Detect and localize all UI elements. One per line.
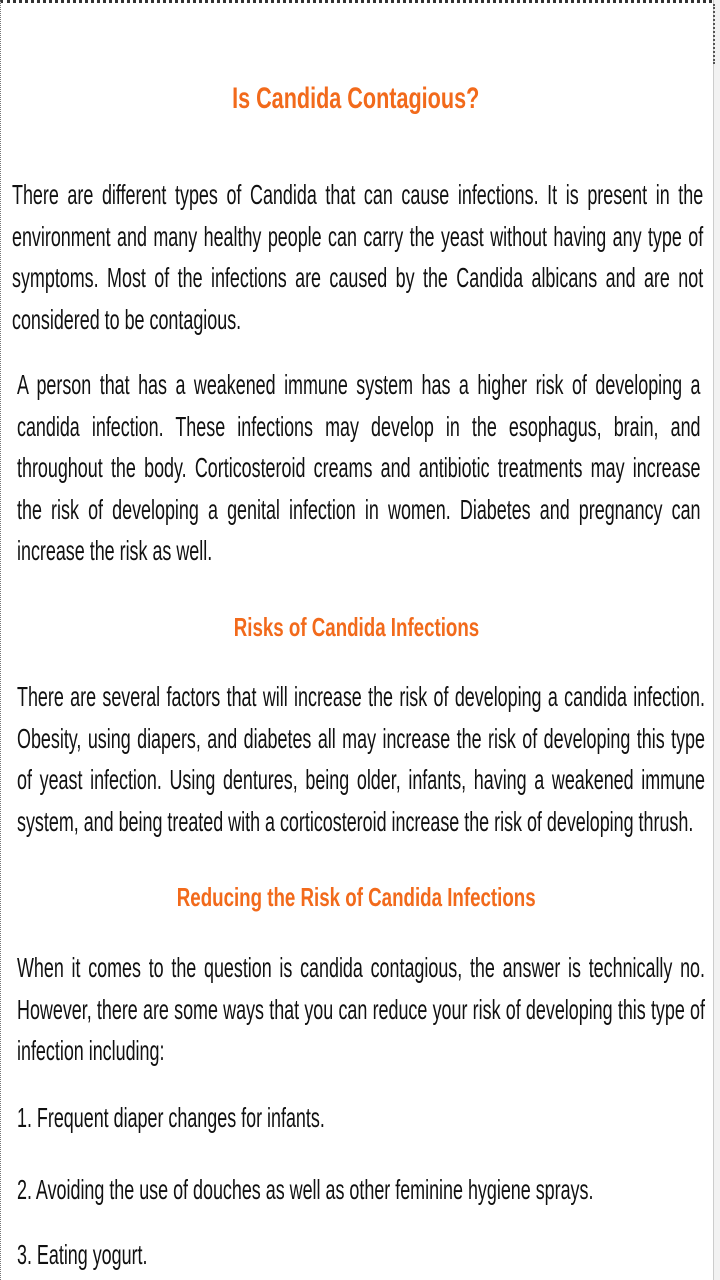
heading-risks-text: Risks of Candida Infections [233, 612, 479, 642]
page-title [0, 82, 712, 116]
heading-reducing-text: Reducing the Risk of Candida Infections [176, 882, 536, 912]
list-item: 3. Eating yogurt. [17, 1239, 148, 1270]
page-title-text: Is Candida Contagious? [232, 82, 480, 115]
paragraph-1: There are different types of Candida that can cause infections. It is present in the environment and many healthy people can carry the yeast without having any type of symptoms. Most of the infections are caused by the Candida albicans and are not considered to be contagious. [12, 179, 704, 335]
list-item: 2. Avoiding the use of douches as well as other feminine hygiene sprays. [17, 1174, 594, 1205]
heading-risks [0, 612, 712, 643]
scrollbar[interactable] [713, 0, 720, 1280]
paragraph-reducing: When it comes to the question is candida contagious, the answer is technically no. However, there are some ways that you can reduce your risk of developing this type of infection including: [17, 952, 705, 1066]
paragraph-2: A person that has a weakened immune system has a higher risk of developing a candida infection. These infections may develop in the esophagus, brain, and throughout the body. Corticosteroid creams and antibiotic treatments may increase the risk of developing a genital infection in women. Diabetes and pregnancy can increase the risk as well. [17, 369, 701, 566]
heading-reducing [0, 882, 712, 913]
list-item: 1. Frequent diaper changes for infants. [17, 1102, 325, 1133]
paragraph-risks: There are several factors that will increase the risk of developing a candida infection. Obesity, using diapers, and diabetes all may increase the risk of developing this type of yeast infection. Using dentures, being older, infants, having a weakened immune system, and being treated with a corticosteroid increase the risk of developing thrush. [17, 681, 705, 837]
scrollbar-thumb[interactable] [713, 4, 719, 64]
